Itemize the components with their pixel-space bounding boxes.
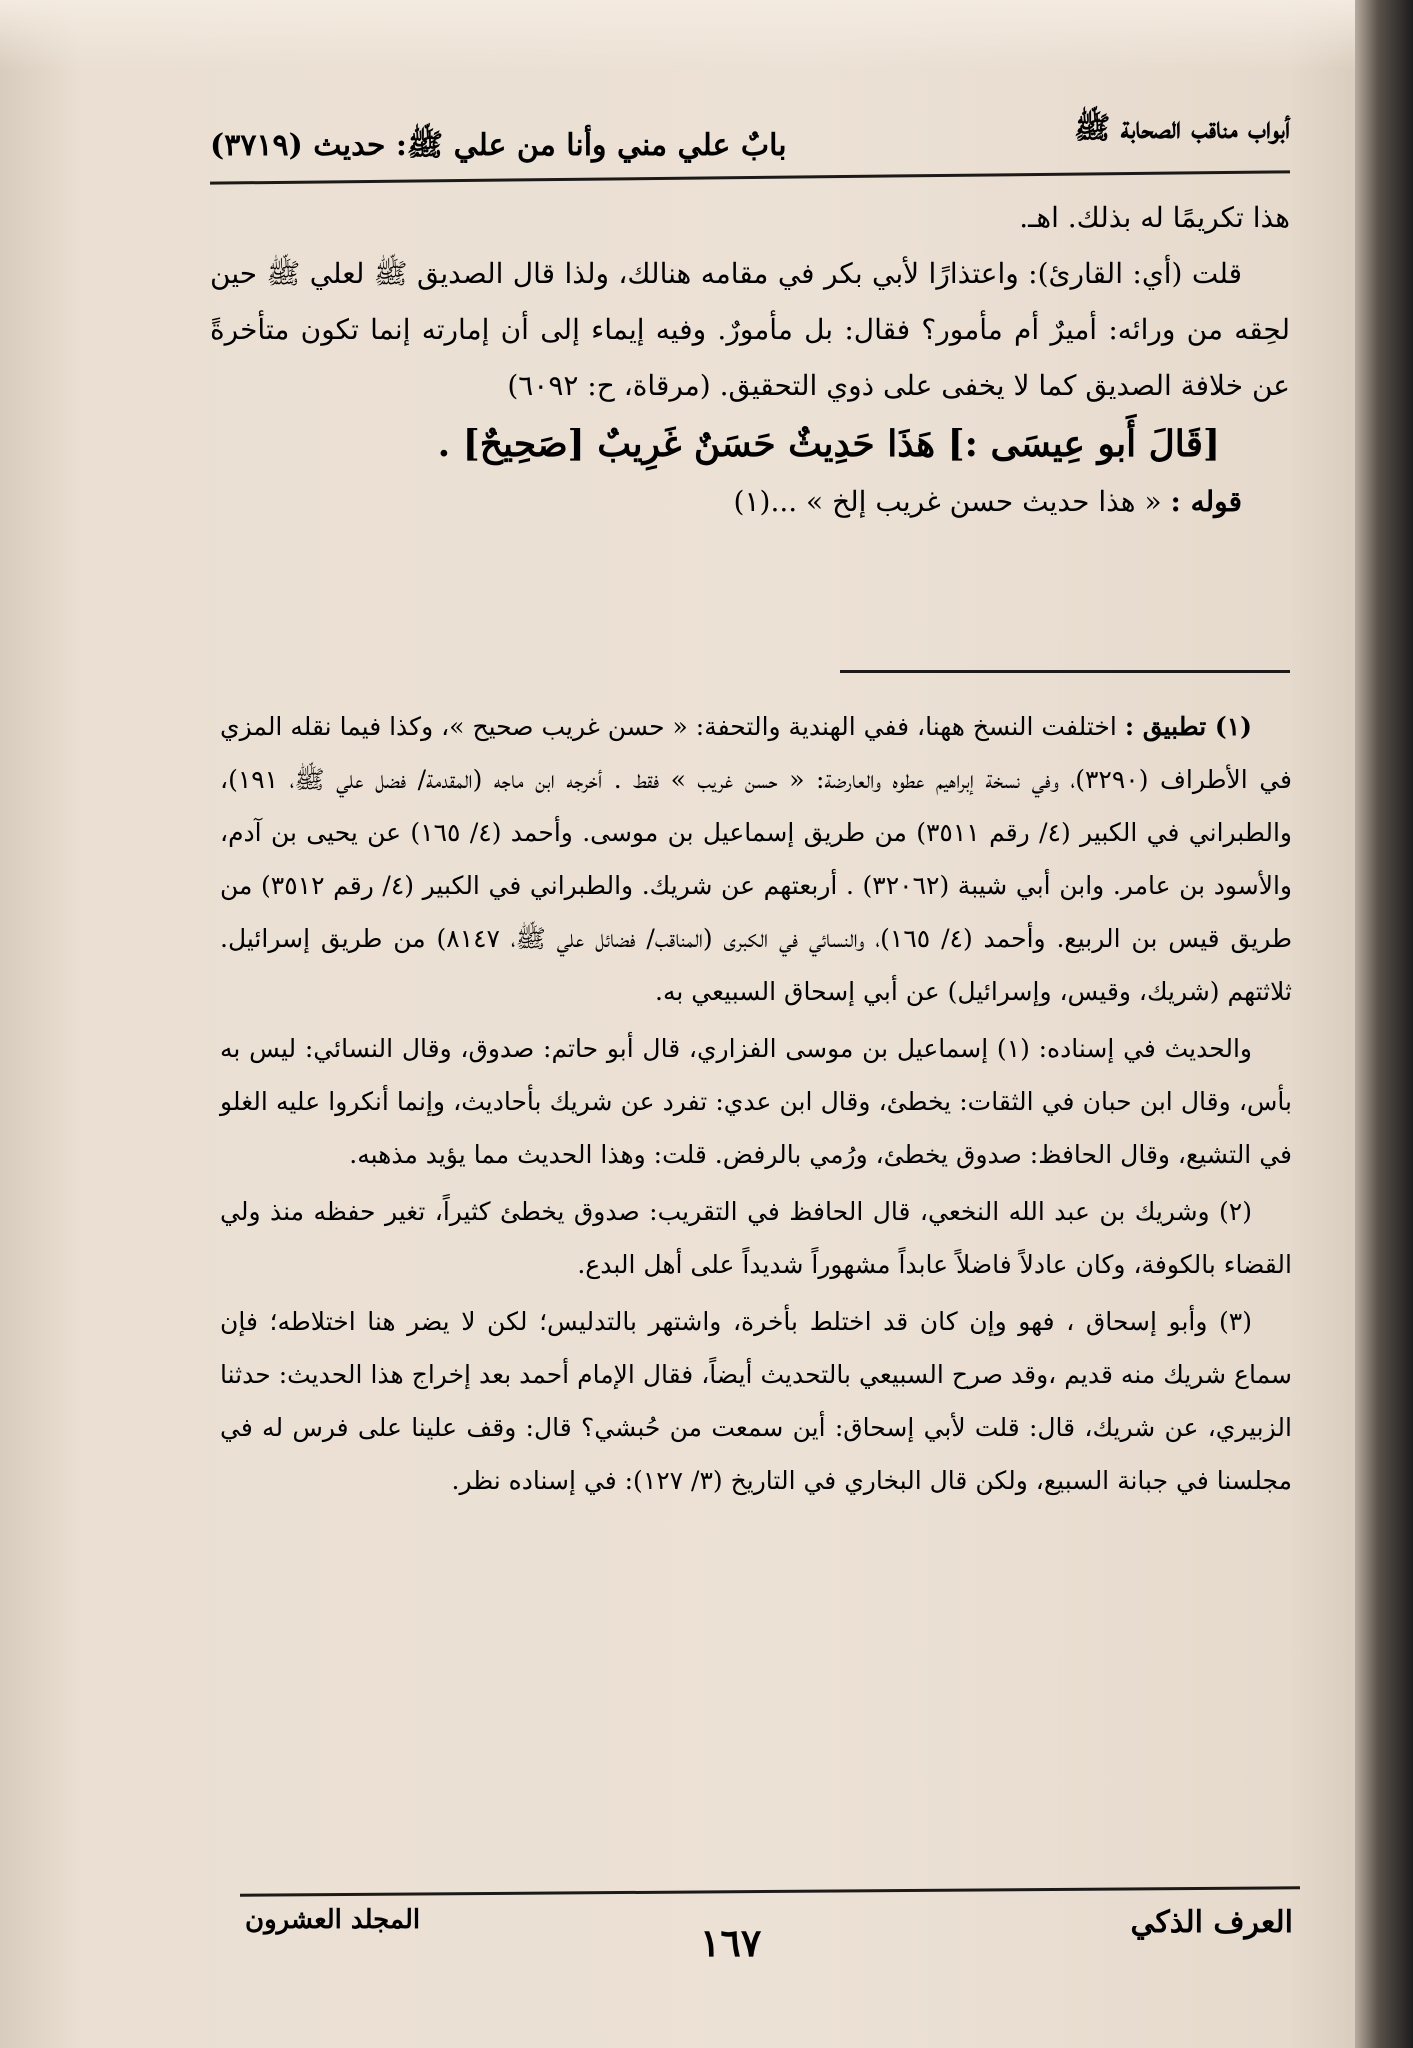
header-section-title: بابٌ علي مني وأنا من علي ﷺ: حديث (٣٧١٩) bbox=[210, 128, 787, 163]
main-text bbox=[210, 190, 1290, 530]
qawluh-line bbox=[210, 474, 1290, 530]
running-header bbox=[210, 105, 1290, 175]
page-edge-shadow bbox=[1355, 0, 1413, 2048]
qawluh-text: « هذا حديث حسن غريب إلخ » ...(١) bbox=[733, 485, 1162, 518]
hadith-verdict: [قَالَ أَبو عِيسَى :] هَذَا حَدِيثٌ حَسَنٌ غَرِيبٌ [صَحِيحٌ] . bbox=[437, 423, 1220, 465]
footnote-isnad: والحديث في إسناده: (١) إسماعيل بن موسى الفزاري، قال أبو حاتم: صدوق، وقال النسائي: ليس به بأس، وقال ابن حبان في الثقات: يخطئ، وقال ابن عدي: تفرد عن شريك بأحاديث، وإنما أنكروا عليه الغلو في التشيع، وقال الحافظ: صدوق يخطئ، ورُمي بالرفض. قلت: وهذا الحديث مما يؤيد مذهبه. bbox=[220, 1034, 1292, 1169]
footer-volume: المجلد العشرون bbox=[245, 1905, 421, 1935]
footnote-1 bbox=[220, 700, 1292, 1018]
page-top-shading bbox=[0, 0, 1355, 70]
footnote-narrator-3: (٣) وأبو إسحاق ، فهو وإن كان قد اختلط بأخرة، واشتهر بالتدليس؛ لكن لا يضر هنا اختلاطه؛ فإن سماع شريك منه قديم ،وقد صرح السبيعي بالتحديث أيضاً، فقال الإمام أحمد بعد إخراج هذا الحديث: حدثنا الزبيري، عن شريك، قال: قلت لأبي إسحاق: أين سمعت من حُبشي؟ قال: وقف علينا على فرس له في مجلسنا في جبانة السبيع، ولكن قال البخاري في التاريخ (٣/ ١٢٧): في إسناده نظر. bbox=[220, 1307, 1292, 1495]
footnote-1-text: اختلفت النسخ ههنا، ففي الهندية والتحفة: « حسن غريب صحيح »، وكذا فيما نقله المزي في الأطراف (٣٢٩٠)، وفي نسخة إبراهيم عطوه والعارضة: « حسن غريب » فقط . أخرجه ابن ماجه (المقدمة/ فضل علي ﷺ، ١٩١)، والطبراني في الكبير (٤/ رقم ٣٥١١) من طريق إسماعيل بن موسى. وأحمد (٤/ ١٦٥) عن يحيى بن آدم، والأسود بن عامر. وابن أبي شيبة (٣٢٠٦٢) . أربعتهم عن شريك. والطبراني في الكبير (٤/ رقم ٣٥١٢) من طريق قيس بن الربيع. وأحمد (٤/ ١٦٥)، والنسائي في الكبرى (المناقب/ فضائل علي ﷺ، ٨١٤٧) من طريق إسرائيل. ثلاثتهم (شريك، وقيس، وإسرائيل) عن أبي إسحاق السبيعي به. bbox=[220, 712, 1292, 1006]
main-paragraph-2: قلت (أي: القارئ): واعتذارًا لأبي بكر في مقامه هنالك، ولذا قال الصديق ﷺ لعلي ﷺ حين لحِقه من ورائه: أميرٌ أم مأمور؟ فقال: بل مأمورٌ. وفيه إيماء إلى أن إمارته إنما تكون متأخرةً عن خلافة الصديق كما لا يخفى على ذوي التحقيق. (مرقاة، ح: ٦٠٩٢) bbox=[210, 257, 1290, 402]
footnote-divider bbox=[840, 670, 1290, 673]
footnote-1-label: (١) تطبيق : bbox=[1124, 712, 1252, 741]
header-chapter-title: أبواب مناقب الصحابة ﷺ bbox=[1074, 111, 1290, 146]
main-paragraph-1: هذا تكريمًا له بذلك. اهـ. bbox=[1019, 201, 1290, 234]
footer-book-title: العرف الذكي bbox=[1130, 1905, 1293, 1940]
page-number: ١٦٧ bbox=[700, 1920, 762, 1965]
footnote-narrator-2: (٢) وشريك بن عبد الله النخعي، قال الحافظ في التقريب: صدوق يخطئ كثيراً، تغير حفظه منذ ولي القضاء بالكوفة، وكان عادلاً فاضلاً عابداً مشهوراً شديداً على أهل البدع. bbox=[220, 1197, 1292, 1279]
qawluh-label: قوله : bbox=[1170, 485, 1242, 518]
footnotes bbox=[220, 700, 1292, 1511]
